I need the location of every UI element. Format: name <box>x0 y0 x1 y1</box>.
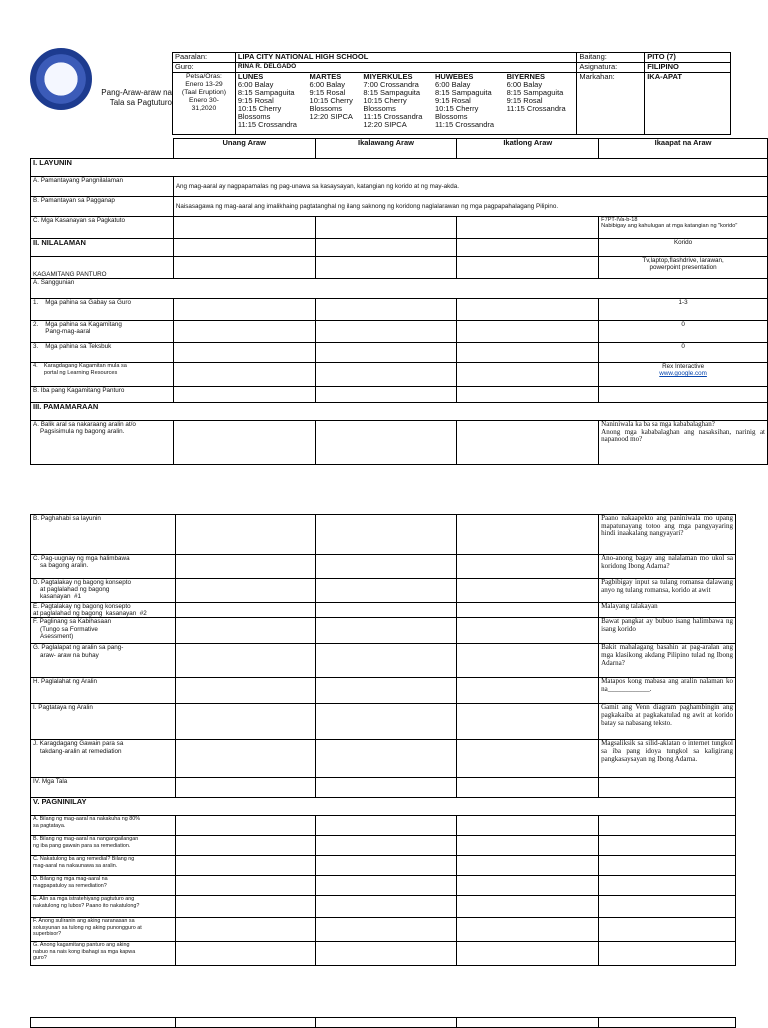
pagninilay-heading: V. PAGNINILAY <box>31 798 736 816</box>
pang-mag-aaral-value: 0 <box>599 321 768 343</box>
schedule-day-name: LUNES <box>237 72 264 81</box>
procedure-label: G. Paglalapat ng aralin sa pang- araw- araw na buhay <box>31 644 176 678</box>
procedure-value: Gamit ang Venn diagram paghambingin ang pagkakaiba at pagkakatulad ng awit at korido batay sa nabasang teksto. <box>599 704 736 740</box>
schedule-day-2 <box>361 73 433 129</box>
guro-label: Guro: <box>173 63 236 73</box>
baitang-value: PITO (7) <box>645 53 731 63</box>
petsa-label: Petsa/Oras: Enero 13-29 (Taal Eruption) Enero 30- 31,2020 <box>173 73 236 135</box>
baitang-label: Baitang: <box>577 53 645 63</box>
gabay-value: 1-3 <box>599 299 768 321</box>
google-link[interactable]: www.google.com <box>659 370 707 378</box>
day-1: Unang Araw <box>173 139 315 159</box>
schedule-times: 6:00 Balay 8:15 Sampaguita 9:15 Rosal 10:15 Cherry Blossoms 11:15 Crossandra <box>237 80 297 129</box>
asignatura-label: Asignatura: <box>577 63 645 73</box>
reflection-label: B. Bilang ng mag-aaral na nangangailangan ng iba pang gawain para sa remediation. <box>31 836 176 856</box>
pagganap-label: B. Pamantayan sa Pagganap <box>31 197 174 217</box>
procedure-label: F. Paglinang sa Kabihasaan (Tungo sa Formative Asessment) <box>31 618 176 644</box>
balik-aral-value: Naniniwala ka ba sa mga kababalaghan? Anong mga kababalaghan ang nasaksihan, narinig at napanood mo? <box>599 421 768 465</box>
portal-label: 4. Karagdagang Kagamitan mula sa portal ng Learning Resources <box>31 363 174 387</box>
procedure-value: Bawat pangkat ay bubuo isang halimbawa ng isang korido <box>599 618 736 644</box>
schedule-day-name: MIYERKULES <box>363 72 413 81</box>
table-row <box>31 778 736 798</box>
table-row <box>31 856 736 876</box>
asignatura-value: FILIPINO <box>645 63 731 73</box>
kagamitan-value: Tv,laptop,flashdrive, larawan, powerpoint presentation <box>599 257 768 279</box>
schedule-day-3 <box>433 73 505 129</box>
header-table <box>172 52 731 135</box>
procedure-label: B. Paghahabi sa layunin <box>31 515 176 555</box>
procedure-label: H. Paglalahat ng Aralin <box>31 678 176 704</box>
table-row <box>31 918 736 942</box>
schedule-day-name: MARTES <box>309 72 342 81</box>
nilalaman-heading: II. NILALAMAN <box>31 239 174 257</box>
procedure-value: Ano-anong bagay ang nalalaman mo ukol sa koridong Ibong Adarna? <box>599 555 736 579</box>
schedule-times: 6:00 Balay 8:15 Sampaguita 9:15 Rosal 10:15 Cherry Blossoms 11:15 Crossandra <box>434 80 495 129</box>
procedure-value: Malayang talakayan <box>599 603 736 618</box>
table-row <box>31 836 736 856</box>
markahan-label: Markahan: <box>577 73 645 135</box>
schedule-times: 7:00 Crossandra 8:15 Sampaguita 10:15 Cherry Blossoms 11:15 Crossandra 12:20 SIPCA <box>363 80 423 129</box>
sanggunian-heading: A. Sanggunian <box>31 279 768 299</box>
procedure-value: Paano nakaapekto ang paniniwala mo upang mapatunayang totoo ang mga pangyayaring hindi inaakalang nangyayari? <box>599 515 736 555</box>
pagganap-value: Naisasagawa ng mag-aaral ang imalikhaing pagtatanghal ng ilang saknong ng koridong naglalarawan ng mga pagpapahalagang Pilipino. <box>173 197 767 217</box>
procedure-value <box>599 778 736 798</box>
schedule-times: 6:00 Balay 8:15 Sampaguita 9:15 Rosal 11:15 Crossandra <box>506 80 566 113</box>
pang-mag-aaral-label: 2. Mga pahina sa Kagamitang Pang-mag-aaral <box>31 321 174 343</box>
schedule-day-4 <box>505 73 577 129</box>
kagamitan-heading: KAGAMITANG PANTURO <box>31 257 174 279</box>
paaralan-label: Paaralan: <box>173 53 236 63</box>
gabay-label: 1. Mga pahina sa Gabay sa Guro <box>31 299 174 321</box>
portal-value: Rex Interactive <box>662 363 705 370</box>
day-3: Ikatlong Araw <box>457 139 599 159</box>
day-4: Ikaapat na Araw <box>599 139 768 159</box>
teksbuk-label: 3. Mga pahina sa Teksbuk <box>31 343 174 363</box>
schedule-day-name: HUWEBES <box>434 72 474 81</box>
procedure-value: Pagbibigay input sa tulang romansa dalawang anyo ng tulang romansa, korido at awit <box>599 579 736 603</box>
reflection-label: A. Bilang ng mag-aaral na nakakuha ng 80% sa pagtataya. <box>31 816 176 836</box>
procedure-label: IV. Mga Tala <box>31 778 176 798</box>
balik-aral-label: A. Balik aral sa nakaraang aralin at/o Pagsisimula ng bagong aralin. <box>31 421 174 465</box>
pamantayang-value: Ang mag-aaral ay nagpapamalas ng pag-unawa sa kasaysayan, katangian ng korido at ng may-akda. <box>173 177 767 197</box>
guro-value: RINA R. DELGADO <box>235 63 576 73</box>
reflection-label: D. Bilang ng mga mag-aaral na magpapatuloy sa remediation? <box>31 876 176 896</box>
table-row <box>31 896 736 918</box>
schedule-table <box>236 73 576 129</box>
procedure-value: Magsaliksik sa silid-aklatan o internet tungkol sa iba pang idoya tungkol sa kaligirang pangkasaysayan ng Ibong Adarna. <box>599 740 736 778</box>
iba-label: B. Iba pang Kagamitang Panturo <box>31 387 174 403</box>
kasanayan-value: F7PT-IVa-b-18 Nabibigay ang kahulugan at mga katangian ng "korido" <box>599 217 768 239</box>
day-2: Ikalawang Araw <box>315 139 457 159</box>
table-row <box>31 579 736 603</box>
table-row <box>31 740 736 778</box>
document-title: Pang-Araw-araw na Tala sa Pagtuturo <box>101 88 172 107</box>
kasanayan-label: C. Mga Kasanayan sa Pagkatuto <box>31 217 174 239</box>
procedure-label: C. Pag-uugnay ng mga halimbawa sa bagong aralin. <box>31 555 176 579</box>
deped-seal <box>30 48 92 110</box>
table-row <box>31 816 736 836</box>
procedure-value: Bakit mahalagang basahin at pag-aralan ang mga klasikong akdang Pilipino tulad ng Ibong Adarna? <box>599 644 736 678</box>
table-row <box>31 603 736 618</box>
procedure-label: D. Pagtalakay ng bagong konsepto at paglalahad ng bagong kasanayan #1 <box>31 579 176 603</box>
schedule-day-1 <box>308 73 362 129</box>
schedule-day-name: BIYERNES <box>506 72 545 81</box>
reflection-label: E. Alin sa mga istratehiyang pagtuturo ang nakatulong ng lubos? Paano ito nakatulong? <box>31 896 176 918</box>
lesson-table-1 <box>30 138 768 465</box>
table-row <box>31 618 736 644</box>
procedure-label: J. Karagdagang Gawain para sa takdang-aralin at remediation <box>31 740 176 778</box>
next-page-table <box>30 1017 736 1028</box>
reflection-label: C. Nakatulong ba ang remedial? Bilang ng mag-aaral na nakaunawa sa aralin. <box>31 856 176 876</box>
table-row <box>31 704 736 740</box>
table-row <box>31 644 736 678</box>
table-row <box>31 876 736 896</box>
table-row <box>31 942 736 966</box>
schedule-day-0 <box>236 73 308 129</box>
procedure-value: Matapos kong mabasa ang aralin nalaman ko na____________. <box>599 678 736 704</box>
procedure-label: E. Pagtalakay ng bagong konsepto at paglalahad ng bagong kasanayan #2 <box>31 603 176 618</box>
nilalaman-value: Korido <box>599 239 768 257</box>
layunin-heading: I. LAYUNIN <box>31 159 768 177</box>
reflection-label: G. Anong kagamitang panturo ang aking nabuo na nais kong ibahagi sa mga kapwa guro? <box>31 942 176 966</box>
table-row <box>31 678 736 704</box>
lesson-table-2 <box>30 514 736 966</box>
schedule-times: 6:00 Balay 9:15 Rosal 10:15 Cherry Blossoms 12:20 SIPCA <box>309 80 353 121</box>
reflection-label: F. Anong suliranin ang aking naranasan sa solusyunan sa tulong ng aking punongguro at superbisor? <box>31 918 176 942</box>
procedure-label: I. Pagtataya ng Aralin <box>31 704 176 740</box>
paaralan-value: LIPA CITY NATIONAL HIGH SCHOOL <box>235 53 576 63</box>
teksbuk-value: 0 <box>599 343 768 363</box>
pamantayang-label: A. Pamantayang Pangnilalaman <box>31 177 174 197</box>
table-row <box>31 555 736 579</box>
markahan-value: IKA-APAT <box>645 73 731 135</box>
table-row <box>31 515 736 555</box>
pamamaraan-heading: III. PAMAMARAAN <box>31 403 768 421</box>
